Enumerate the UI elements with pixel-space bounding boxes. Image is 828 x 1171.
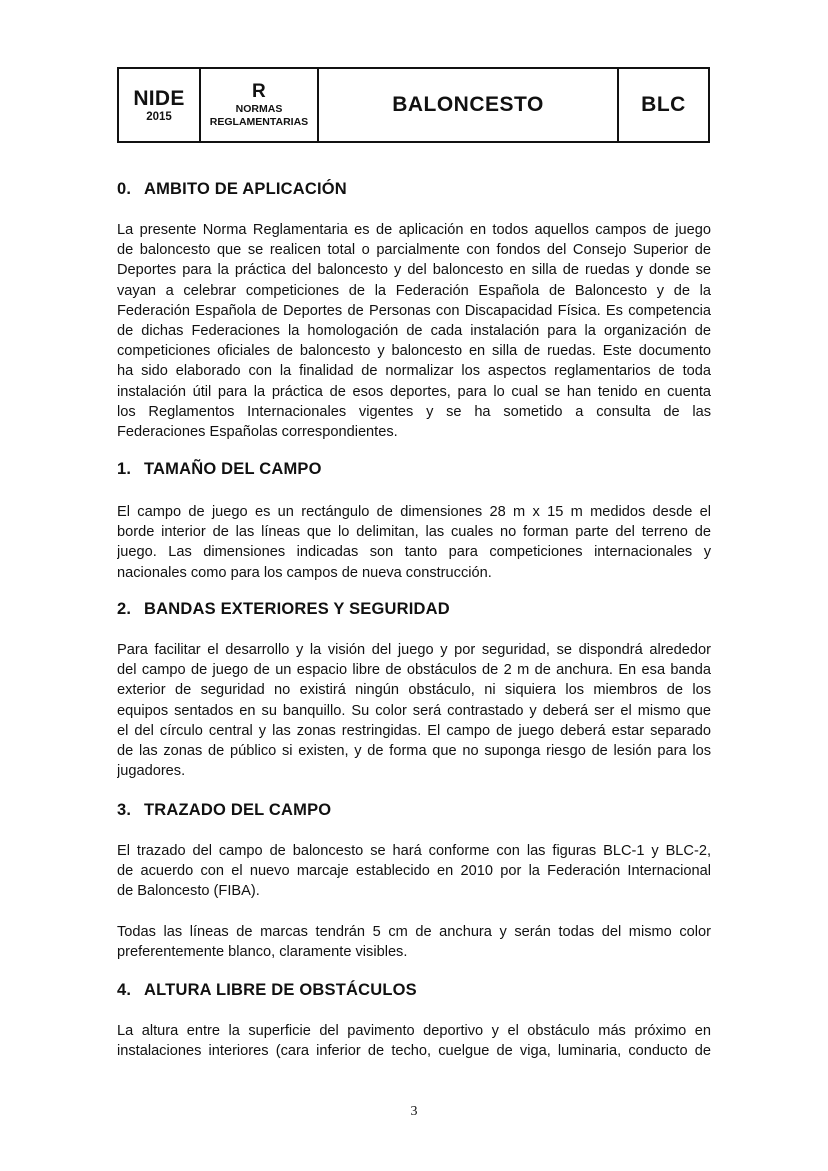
section-title-text: TAMAÑO DEL CAMPO — [144, 460, 322, 478]
section-heading — [117, 981, 711, 1000]
section-number: 2. — [117, 600, 132, 618]
section-heading — [117, 180, 711, 199]
paragraph-line: de Baloncesto (FIBA). — [117, 883, 260, 900]
section-title — [117, 180, 711, 199]
paragraph-line: exterior de seguridad no existirá ningún obstáculo, ni siquiera los miembros de los — [117, 682, 711, 699]
paragraph-line: equipos sentados en su banquillo. Su color será contrastado y deberá ser el mismo que — [117, 702, 711, 719]
header-year: 2015 — [146, 110, 172, 123]
header-sport-code: BLC — [641, 93, 686, 116]
section-number: 3. — [117, 801, 132, 819]
paragraph — [117, 922, 711, 962]
paragraph-line: Federación Española de Deportes de Personas con Discapacidad Física. Es competencia — [117, 302, 711, 319]
paragraph-line: vayan a celebrar competiciones de la Federación Española de Baloncesto y de la — [117, 282, 711, 299]
paragraph-line: nacionales como para los campos de nueva construcción. — [117, 564, 492, 581]
paragraph-line: La presente Norma Reglamentaria es de aplicación en todos aquellos campos de juego — [117, 222, 711, 238]
paragraph-line: de las zonas de público si existen, y de forma que no suponga riesgo de lesión para los — [117, 742, 711, 759]
paragraph-line: el del círculo central y las zonas restringidas. El campo de juego deberá estar separado — [117, 722, 711, 739]
paragraph-line: Todas las líneas de marcas tendrán 5 cm de anchura y serán todas del mismo color — [117, 924, 711, 940]
paragraph-line: de baloncesto que se realicen total o parcialmente con fondos del Consejo Superior de — [117, 242, 711, 259]
section-title-text: AMBITO DE APLICACIÓN — [144, 180, 347, 198]
paragraph-line: La altura entre la superficie del pavimento deportivo y el obstáculo más próximo en — [117, 1023, 711, 1039]
header-type-label-1: NORMAS — [235, 103, 283, 115]
section-number: 1. — [117, 460, 132, 478]
section-heading — [117, 460, 711, 479]
section-title — [117, 600, 711, 619]
paragraph-line: preferentemente blanco, claramente visibles. — [117, 944, 408, 961]
header-sport: BALONCESTO — [392, 93, 544, 116]
paragraph — [117, 502, 711, 583]
paragraph-line: Federaciones Españolas correspondientes. — [117, 423, 398, 440]
paragraph — [117, 1021, 711, 1061]
section-number: 4. — [117, 981, 132, 999]
document-header-table — [117, 67, 710, 143]
paragraph-line: El trazado del campo de baloncesto se hará conforme con las figuras BLC-1 y BLC-2, — [117, 843, 711, 859]
paragraph — [117, 220, 711, 442]
paragraph-line: El campo de juego es un rectángulo de dimensiones 28 m x 15 m medidos desde el — [117, 504, 711, 520]
paragraph-line: borde interior de las líneas que lo delimitan, las cuales no forman parte del terreno de — [117, 524, 711, 541]
paragraph-line: instalación útil para la práctica de esos deportes, para lo cual se han tenido en cuenta — [117, 383, 711, 400]
paragraph-line: Deportes para la práctica del baloncesto y del baloncesto en silla de ruedas y donde se — [117, 262, 711, 279]
header-cell-type — [201, 69, 319, 141]
header-cell-nide — [119, 69, 201, 141]
paragraph-line: de acuerdo con el nuevo marcaje establecido en 2010 por la Federación Internacional — [117, 863, 711, 880]
section-heading — [117, 801, 711, 820]
header-type-label-2: REGLAMENTARIAS — [209, 116, 309, 128]
paragraph-line: instalaciones interiores (cara inferior de techo, cuelgue de viga, luminaria, conducto de — [117, 1043, 711, 1060]
paragraph-line: los Reglamentos Internacionales vigentes y se ha sometido a consulta de las — [117, 403, 711, 420]
section-heading — [117, 600, 711, 619]
header-cell-sport — [319, 69, 619, 141]
page-number: 3 — [410, 1104, 418, 1119]
header-code: NIDE — [133, 86, 185, 110]
section-title — [117, 460, 711, 479]
section-title-text: ALTURA LIBRE DE OBSTÁCULOS — [144, 981, 417, 999]
paragraph-line: ha sido elaborado con la finalidad de normalizar los aspectos reglamentarios de toda — [117, 363, 711, 380]
header-cell-sport-code — [619, 69, 708, 141]
header-type-letter: R — [251, 81, 267, 102]
section-title — [117, 801, 711, 820]
paragraph-line: competiciones oficiales de baloncesto y baloncesto en silla de ruedas. Este documento — [117, 343, 711, 360]
section-title-text: TRAZADO DEL CAMPO — [144, 801, 332, 819]
paragraph-line: juego. Las dimensiones indicadas son tanto para competiciones internacionales y — [117, 544, 711, 561]
paragraph-line: del campo de juego de un espacio libre de obstáculos de 2 m de anchura. En esa banda — [117, 662, 711, 679]
paragraph-line: jugadores. — [117, 763, 186, 780]
paragraph — [117, 841, 711, 902]
paragraph-line: Para facilitar el desarrollo y la visión del juego y por seguridad, se dispondrá alrededor — [117, 642, 711, 658]
section-title-text: BANDAS EXTERIORES Y SEGURIDAD — [144, 600, 450, 618]
paragraph — [117, 640, 711, 781]
section-title — [117, 981, 711, 1000]
paragraph-line: de dichas Federaciones la homologación de cada instalación para la organización de — [117, 322, 711, 339]
section-number: 0. — [117, 180, 132, 198]
